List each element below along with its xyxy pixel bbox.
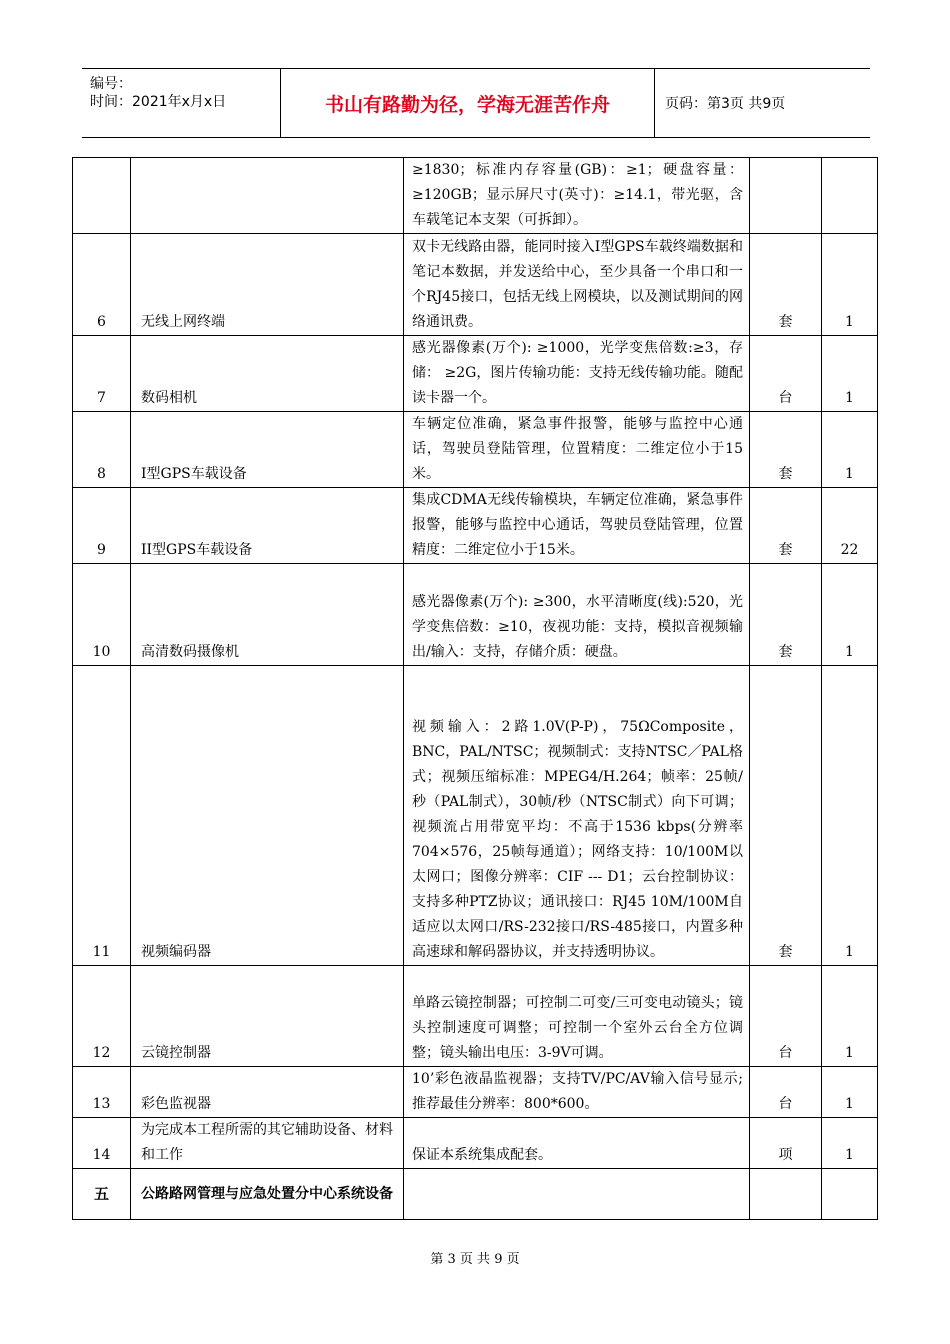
empty-cell <box>750 1169 822 1220</box>
item-qty: 1 <box>822 564 878 666</box>
item-spec: 保证本系统集成配套。 <box>404 1118 750 1169</box>
row-number: 8 <box>73 412 131 488</box>
row-number: 14 <box>73 1118 131 1169</box>
section-number: 五 <box>73 1169 131 1220</box>
table-row <box>73 158 878 234</box>
page-info: 页码：第3页 共9页 <box>665 96 786 112</box>
item-spec: 10’彩色液晶监视器；支持TV/PC/AV输入信号显示;推荐最佳分辨率：800*600。 <box>404 1067 750 1118</box>
item-qty: 1 <box>822 234 878 336</box>
item-spec: 视频输入：2路1.0V(P-P)，75ΩComposite，BNC，PAL/NTSC；视频制式：支持NTSC／PAL格式；视频压缩标准：MPEG4/H.264；帧率：25帧/秒（PAL制式），30帧/秒（NTSC制式）向下可调；视频流占用带宽平均：不高于1536 kbps(分辨率704×576，25帧每通道）；网络支持：10/100M以太网口；图像分辨率：CIF --- D1；云台控制协议：支持多种PTZ协议；通讯接口：RJ45 10M/100M自适应以太网口/RS-232接口/RS-485接口，内置多种高速球和解码器协议，并支持透明协议。 <box>404 666 750 966</box>
row-number: 9 <box>73 488 131 564</box>
empty-cell <box>822 1169 878 1220</box>
table-row <box>73 564 878 666</box>
item-spec: 感光器像素(万个): ≥1000，光学变焦倍数:≥3，存储： ≥2G，图片传输功能：支持无线传输功能。随配读卡器一个。 <box>404 336 750 412</box>
item-unit: 套 <box>750 666 822 966</box>
item-qty: 1 <box>822 666 878 966</box>
section-title: 公路路网管理与应急处置分中心系统设备 <box>131 1169 404 1220</box>
table-row <box>73 966 878 1067</box>
row-number: 10 <box>73 564 131 666</box>
table-row <box>73 336 878 412</box>
header-meta <box>82 69 281 137</box>
item-unit: 项 <box>750 1118 822 1169</box>
item-unit: 套 <box>750 234 822 336</box>
empty-cell <box>404 1169 750 1220</box>
item-qty <box>822 158 878 234</box>
item-unit: 套 <box>750 412 822 488</box>
item-unit <box>750 158 822 234</box>
row-number: 11 <box>73 666 131 966</box>
item-name: I型GPS车载设备 <box>131 412 404 488</box>
section-row <box>73 1169 878 1220</box>
table-row <box>73 1067 878 1118</box>
table-row <box>73 488 878 564</box>
item-qty: 1 <box>822 966 878 1067</box>
table-row <box>73 666 878 966</box>
item-unit: 台 <box>750 336 822 412</box>
item-spec: 感光器像素(万个): ≥300，水平清晰度(线):520，光学变焦倍数：≥10，夜视功能：支持，模拟音视频输出/输入：支持，存储介质：硬盘。 <box>404 564 750 666</box>
item-spec: 车辆定位准确，紧急事件报警，能够与监控中心通话，驾驶员登陆管理，位置精度：二维定位小于15米。 <box>404 412 750 488</box>
item-name: 无线上网终端 <box>131 234 404 336</box>
number-label: 编号： <box>90 76 132 92</box>
table-row <box>73 1118 878 1169</box>
item-qty: 1 <box>822 336 878 412</box>
row-number <box>73 158 131 234</box>
item-qty: 1 <box>822 412 878 488</box>
page-header <box>82 68 870 138</box>
page-footer: 第 3 页 共 9 页 <box>430 1252 520 1267</box>
item-name: 为完成本工程所需的其它辅助设备、材料和工作 <box>131 1118 404 1169</box>
item-name: 视频编码器 <box>131 666 404 966</box>
item-name <box>131 158 404 234</box>
item-qty: 1 <box>822 1067 878 1118</box>
item-unit: 套 <box>750 564 822 666</box>
item-qty: 1 <box>822 1118 878 1169</box>
item-qty: 22 <box>822 488 878 564</box>
table-row <box>73 412 878 488</box>
item-spec: 双卡无线路由器，能同时接入I型GPS车载终端数据和笔记本数据，并发送给中心，至少具备一个串口和一个RJ45接口，包括无线上网模块，以及测试期间的网络通讯费。 <box>404 234 750 336</box>
row-number: 6 <box>73 234 131 336</box>
item-spec: 单路云镜控制器；可控制二可变/三可变电动镜头；镜头控制速度可调整；可控制一个室外云台全方位调整；镜头输出电压：3-9V可调。 <box>404 966 750 1067</box>
row-number: 13 <box>73 1067 131 1118</box>
row-number: 12 <box>73 966 131 1067</box>
table-row <box>73 234 878 336</box>
motto: 书山有路勤为径，学海无涯苦作舟 <box>281 69 655 137</box>
item-spec: ≥1830；标准内存容量(GB)：≥1；硬盘容量：≥120GB；显示屏尺寸(英寸)：≥14.1，带光驱，含车载笔记本支架（可拆卸）。 <box>404 158 750 234</box>
item-name: II型GPS车载设备 <box>131 488 404 564</box>
item-name: 彩色监视器 <box>131 1067 404 1118</box>
item-unit: 台 <box>750 966 822 1067</box>
row-number: 7 <box>73 336 131 412</box>
date-label: 时间：2021年x月x日 <box>90 94 227 110</box>
item-spec: 集成CDMA无线传输模块，车辆定位准确，紧急事件报警，能够与监控中心通话，驾驶员登陆管理，位置精度：二维定位小于15米。 <box>404 488 750 564</box>
item-name: 数码相机 <box>131 336 404 412</box>
item-name: 高清数码摄像机 <box>131 564 404 666</box>
equipment-table <box>72 157 878 1220</box>
item-unit: 套 <box>750 488 822 564</box>
item-name: 云镜控制器 <box>131 966 404 1067</box>
item-unit: 台 <box>750 1067 822 1118</box>
